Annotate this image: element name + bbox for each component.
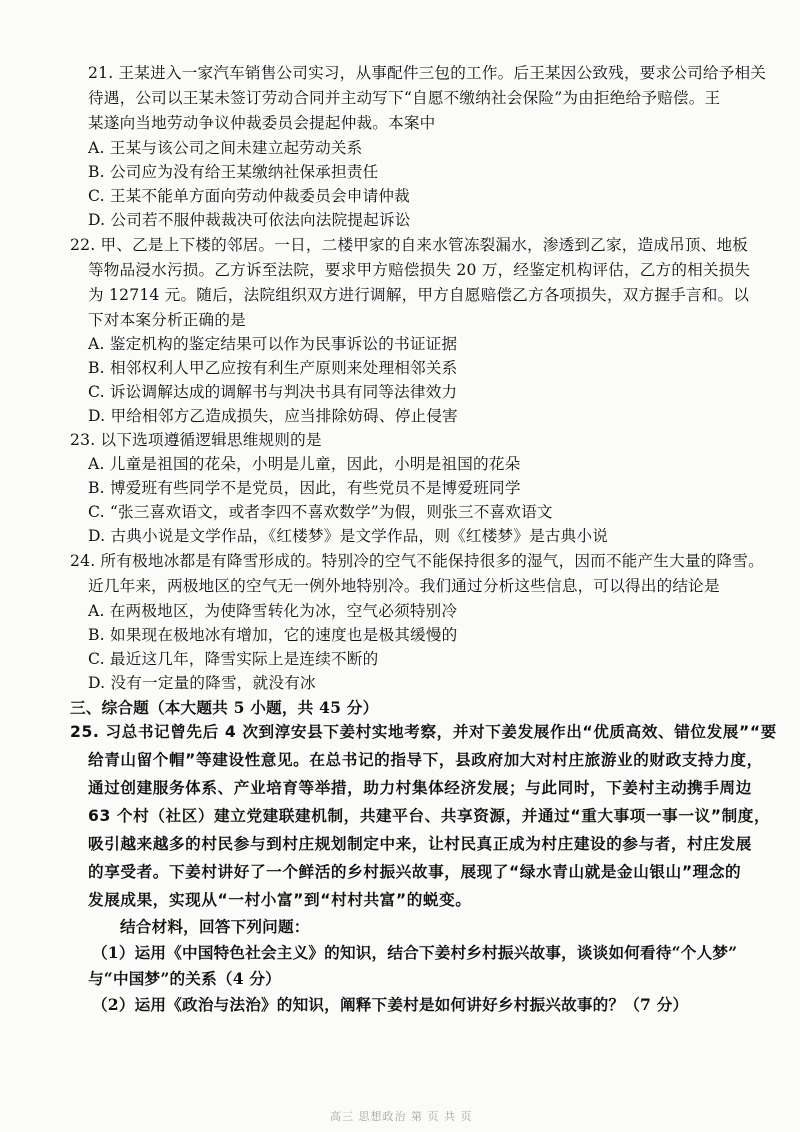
- q24-option-a: A. 在两极地区，为使降雪转化为冰，空气必须特别冷: [88, 602, 458, 620]
- q25-sub1-line-1: （1）运用《中国特色社会主义》的知识，结合下姜村乡村振兴故事，谈谈如何看待“个人梦”: [92, 943, 738, 962]
- q24-option-b: B. 如果现在极地冰有增加，它的速度也是极其缓慢的: [88, 626, 458, 644]
- q22-stem-line-3: 为 12714 元。随后，法院组织双方进行调解，甲方自愿赔偿乙方各项损失，双方握手言和。以: [88, 286, 750, 304]
- q25-prompt: 结合材料，回答下列问题：: [120, 917, 310, 936]
- q25-sub1-line-2: 与“中国梦”的关系（4 分）: [88, 969, 281, 988]
- q24-stem-line-2: 近几年来，两极地区的空气无一例外地特别冷。我们通过分析这些信息，可以得出的结论是: [88, 577, 720, 595]
- q22-option-a: A. 鉴定机构的鉴定结果可以作为民事诉讼的书证证据: [88, 335, 458, 353]
- q22-option-c: C. 诉讼调解达成的调解书与判决书具有同等法律效力: [88, 383, 458, 401]
- q25-material-line-6: 的享受者。下姜村讲好了一个鲜活的乡村振兴故事，展现了“绿水青山就是金山银山”理念的: [88, 863, 742, 881]
- q21-option-d: D. 公司若不服仲裁裁决可依法向法院提起诉讼: [88, 211, 411, 229]
- q22-stem-line-1: 22. 甲、乙是上下楼的邻居。一日，二楼甲家的自来水管冻裂漏水，渗透到乙家，造成吊顶、地板: [70, 236, 749, 254]
- section-header: 三、综合题（本大题共 5 小题，共 45 分）: [70, 698, 379, 717]
- q22-stem-line-4: 下对本案分析正确的是: [88, 311, 246, 329]
- q25-material-line-4: 63 个村（社区）建立党建联建机制，共建平台、共享资源，并通过“重大事项一事一议”制度，: [88, 807, 771, 825]
- q24-stem-line-1: 24. 所有极地冰都是有降雪形成的。特别冷的空气不能保持很多的湿气，因而不能产生大量的降雪。: [70, 552, 764, 570]
- q21-stem-line-1: 21. 王某进入一家汽车销售公司实习，从事配件三包的工作。后王某因公致残，要求公司给予相关: [88, 64, 767, 82]
- q23-option-a: A. 儿童是祖国的花朵，小明是儿童，因此，小明是祖国的花朵: [88, 455, 521, 473]
- q22-option-d: D. 甲给相邻方乙造成损失，应当排除妨碍、停止侵害: [88, 407, 458, 425]
- q23-stem-line-1: 23. 以下选项遵循逻辑思维规则的是: [70, 431, 322, 449]
- q24-option-c: C. 最近这几年，降雪实际上是连续不断的: [88, 650, 379, 668]
- q21-stem-line-3: 某遂向当地劳动争议仲裁委员会提起仲裁。本案中: [88, 114, 436, 132]
- q24-option-d: D. 没有一定量的降雪，就没有冰: [88, 674, 316, 692]
- q25-sub2: （2）运用《政治与法治》的知识，阐释下姜村是如何讲好乡村振兴故事的？（7 分）: [92, 995, 689, 1014]
- q23-option-b: B. 博爱班有些同学不是党员，因此，有些党员不是博爱班同学: [88, 479, 521, 497]
- q22-stem-line-2: 等物品浸水污损。乙方诉至法院，要求甲方赔偿损失 20 万，经鉴定机构评估，乙方的相关损失: [88, 261, 751, 279]
- q25-material-line-5: 吸引越来越多的村民参与到村庄规划制定中来，让村民真正成为村庄建设的参与者，村庄发展: [88, 835, 752, 853]
- q25-material-line-2: 给青山留个帽”等建设性意见。在总书记的指导下，县政府加大对村庄旅游业的财政支持力度，: [88, 751, 763, 769]
- q25-material-line-3: 通过创建服务体系、产业培育等举措，助力村集体经济发展；与此同时，下姜村主动携手周边: [88, 779, 752, 797]
- q25-material-line-7: 发展成果，实现从“一村小富”到“村村共富”的蜕变。: [88, 891, 472, 909]
- page-footer: 高三 思想政治 第 页 共 页: [330, 1110, 473, 1123]
- q25-material-line-1: 25. 习总书记曾先后 4 次到淳安县下姜村实地考察，并对下姜发展作出“优质高效、错位发展”“要: [70, 723, 777, 741]
- q23-option-c: C. “张三喜欢语文，或者李四不喜欢数学”为假，则张三不喜欢语文: [88, 503, 553, 521]
- q21-option-c: C. 王某不能单方面向劳动仲裁委员会申请仲裁: [88, 187, 410, 205]
- q22-option-b: B. 相邻权利人甲乙应按有利生产原则来处理相邻关系: [88, 359, 458, 377]
- q21-option-b: B. 公司应为没有给王某缴纳社保承担责任: [88, 163, 379, 181]
- q23-option-d: D. 古典小说是文学作品，《红楼梦》是文学作品，则《红楼梦》是古典小说: [88, 527, 609, 545]
- q21-stem-line-2: 待遇，公司以王某未签订劳动合同并主动写下“自愿不缴纳社会保险”为由拒绝给予赔偿。王: [88, 89, 721, 107]
- q21-option-a: A. 王某与该公司之间未建立起劳动关系: [88, 139, 363, 157]
